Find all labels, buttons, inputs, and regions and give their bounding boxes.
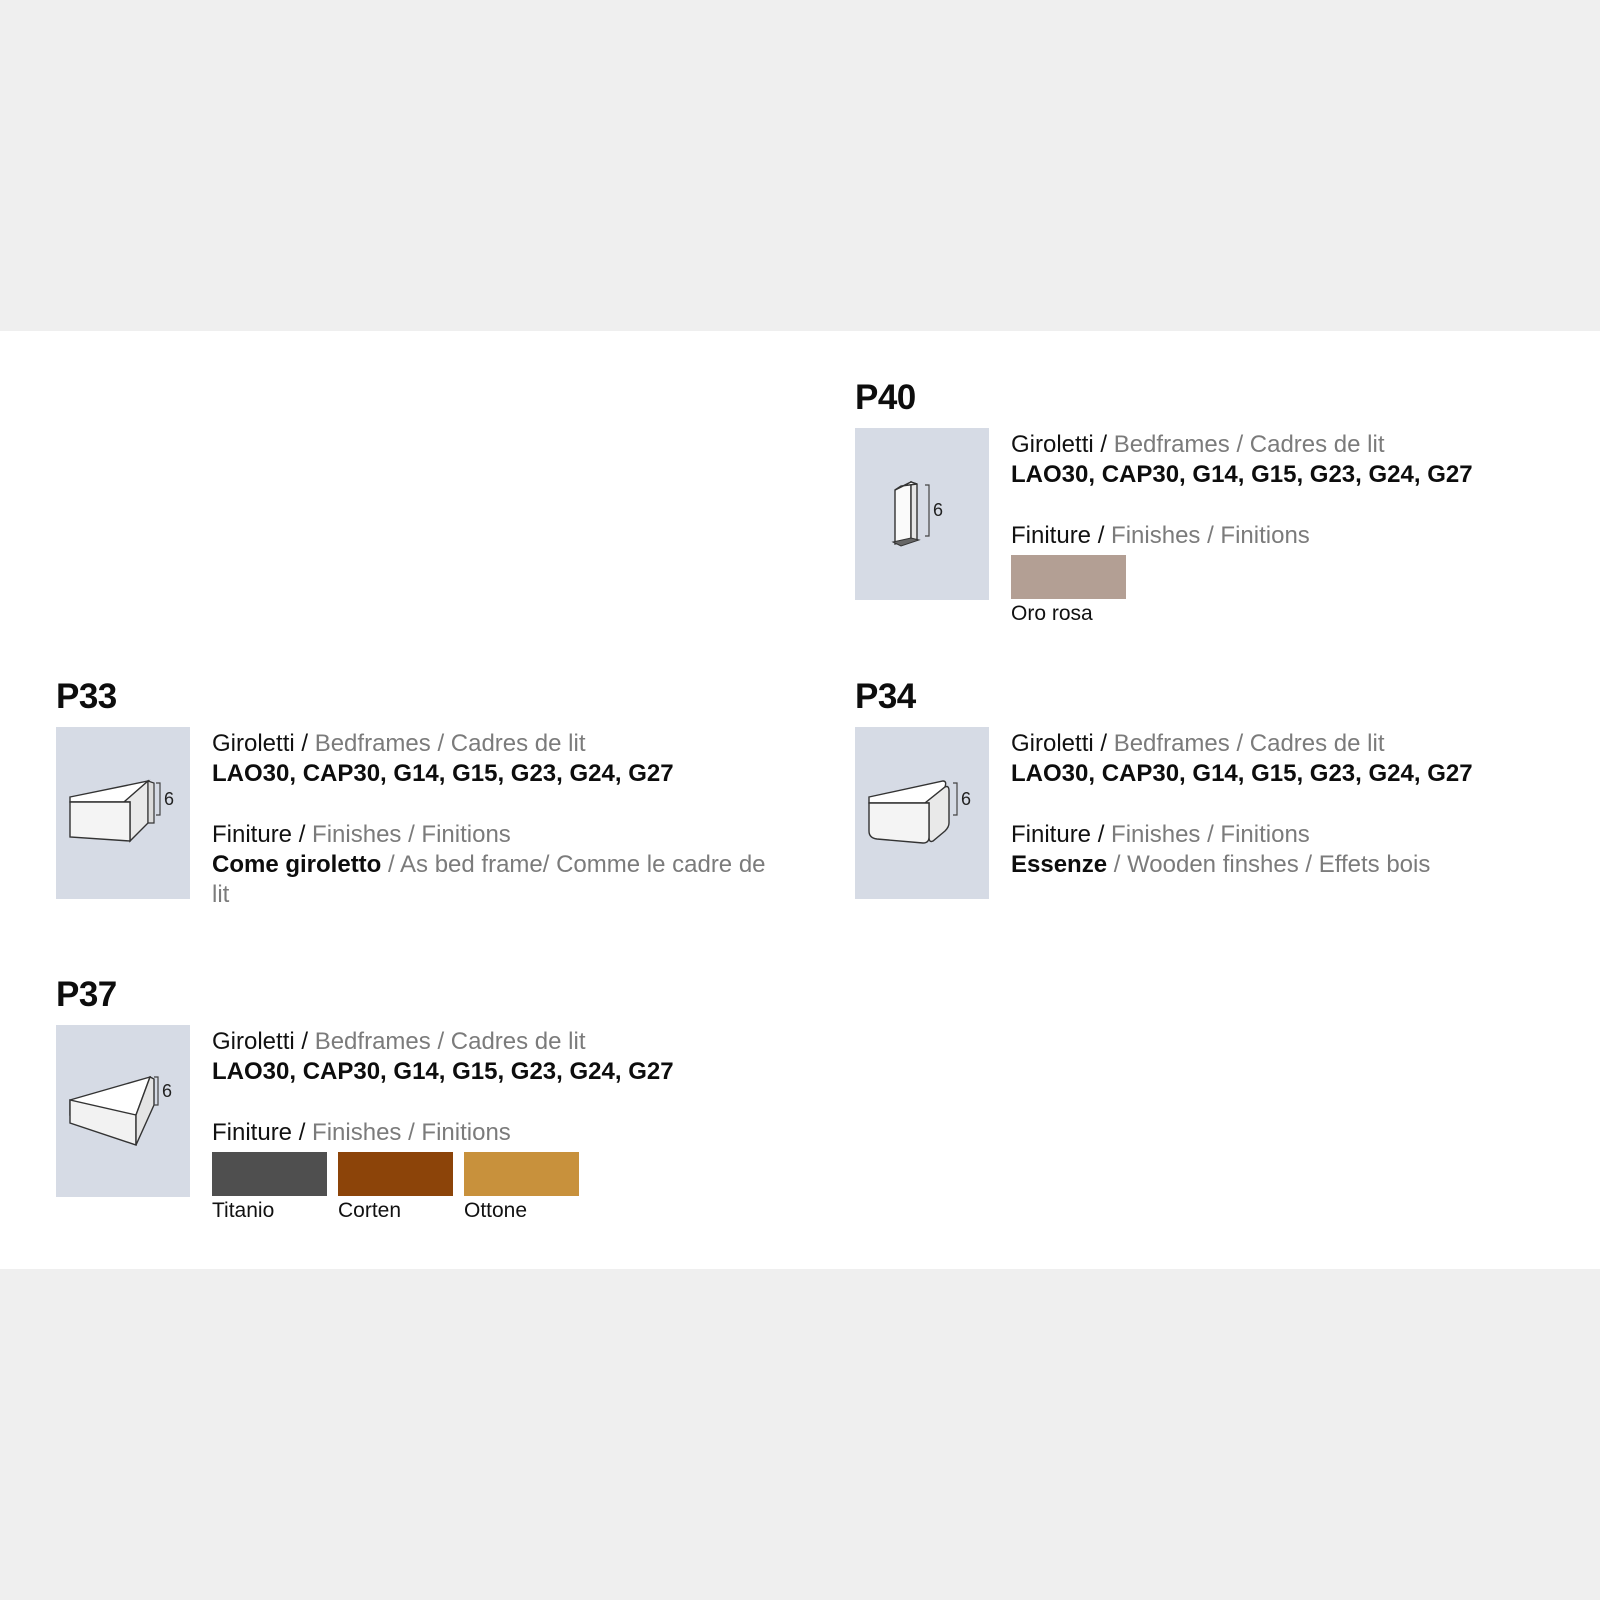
label-it: Finiture / — [212, 1119, 306, 1146]
label-fr: / Finitions — [1207, 821, 1310, 848]
compatible-models: LAO30, CAP30, G14, G15, G23, G24, G27 — [212, 760, 674, 787]
finishes-heading — [1011, 820, 1600, 850]
label-fr: / Cadres de lit — [437, 730, 586, 757]
label-en: Bedframes — [314, 730, 431, 757]
height-dimension-label: 6 — [961, 789, 972, 809]
label-it: Finiture / — [1011, 522, 1105, 549]
rounded-triangle-icon — [855, 727, 989, 899]
color-swatch — [212, 1152, 327, 1196]
color-swatch — [338, 1152, 453, 1196]
color-swatch — [464, 1152, 579, 1196]
compatible-models: LAO30, CAP30, G14, G15, G23, G24, G27 — [212, 1058, 674, 1085]
height-dimension-label: 6 — [164, 789, 175, 809]
panel-code: P40 — [855, 378, 916, 417]
finishes-heading — [212, 1118, 812, 1148]
panel-info — [212, 1027, 812, 1226]
swatch-label: Oro rosa — [1011, 602, 1093, 625]
label-en: Finishes — [312, 821, 402, 848]
label-en: Bedframes — [1113, 431, 1230, 458]
label-fr: / Cadres de lit — [1236, 730, 1385, 757]
finish-description — [1011, 850, 1600, 880]
finish-description — [212, 850, 782, 910]
bedframes-heading — [1011, 430, 1600, 460]
corner-triangle-icon — [56, 727, 190, 899]
bedframes-heading — [1011, 729, 1600, 759]
panel-thumbnail — [56, 1025, 190, 1197]
swatch-label: Corten — [338, 1199, 402, 1222]
label-it: Finiture / — [1011, 821, 1105, 848]
label-it: Finiture / — [212, 821, 306, 848]
flat-triangle-icon — [56, 1025, 190, 1197]
label-fr: / Cadres de lit — [437, 1028, 586, 1055]
panel-info — [1011, 430, 1600, 629]
finishes-heading — [212, 820, 812, 850]
label-fr: / Cadres de lit — [1236, 431, 1385, 458]
swatch-label: Titanio — [212, 1199, 275, 1222]
bedframes-heading — [212, 729, 812, 759]
label-en: Bedframes — [1113, 730, 1230, 757]
swatch-item — [464, 1152, 579, 1226]
height-dimension-label: 6 — [162, 1081, 173, 1101]
label-fr: / Finitions — [1207, 522, 1310, 549]
panel-info — [1011, 729, 1600, 880]
finishes-heading — [1011, 521, 1600, 551]
label-it: Giroletti / — [1011, 730, 1108, 757]
label-it: Giroletti / — [212, 730, 309, 757]
label-en: Finishes — [1111, 522, 1201, 549]
catalog-sheet — [0, 331, 1600, 1269]
color-swatch — [1011, 555, 1126, 599]
panel-info — [212, 729, 812, 910]
panel-thumbnail — [855, 428, 989, 600]
panel-code: P34 — [855, 677, 916, 716]
label-fr: / Finitions — [408, 821, 511, 848]
post-icon — [855, 428, 989, 600]
label-it: Giroletti / — [212, 1028, 309, 1055]
height-dimension-label: 6 — [933, 500, 944, 520]
bedframes-heading — [212, 1027, 812, 1057]
label-it: Giroletti / — [1011, 431, 1108, 458]
panel-code: P33 — [56, 677, 117, 716]
panel-thumbnail — [855, 727, 989, 899]
label-en: Bedframes — [314, 1028, 431, 1055]
finish-name: Come giroletto — [212, 851, 382, 878]
swatch-item — [338, 1152, 453, 1226]
finish-translation: / As bed frame/ Comme le cadre de lit — [212, 851, 766, 908]
label-en: Finishes — [1111, 821, 1201, 848]
panel-thumbnail — [56, 727, 190, 899]
finish-translation: / Wooden finshes / Effets bois — [1107, 851, 1431, 878]
swatch-list — [212, 1152, 812, 1226]
compatible-models: LAO30, CAP30, G14, G15, G23, G24, G27 — [1011, 760, 1473, 787]
compatible-models: LAO30, CAP30, G14, G15, G23, G24, G27 — [1011, 461, 1473, 488]
label-en: Finishes — [312, 1119, 402, 1146]
swatch-item — [1011, 555, 1126, 629]
swatch-label: Ottone — [464, 1199, 528, 1222]
swatch-list — [1011, 555, 1600, 629]
label-fr: / Finitions — [408, 1119, 511, 1146]
finish-name: Essenze — [1011, 851, 1108, 878]
swatch-item — [212, 1152, 327, 1226]
panel-code: P37 — [56, 975, 117, 1014]
